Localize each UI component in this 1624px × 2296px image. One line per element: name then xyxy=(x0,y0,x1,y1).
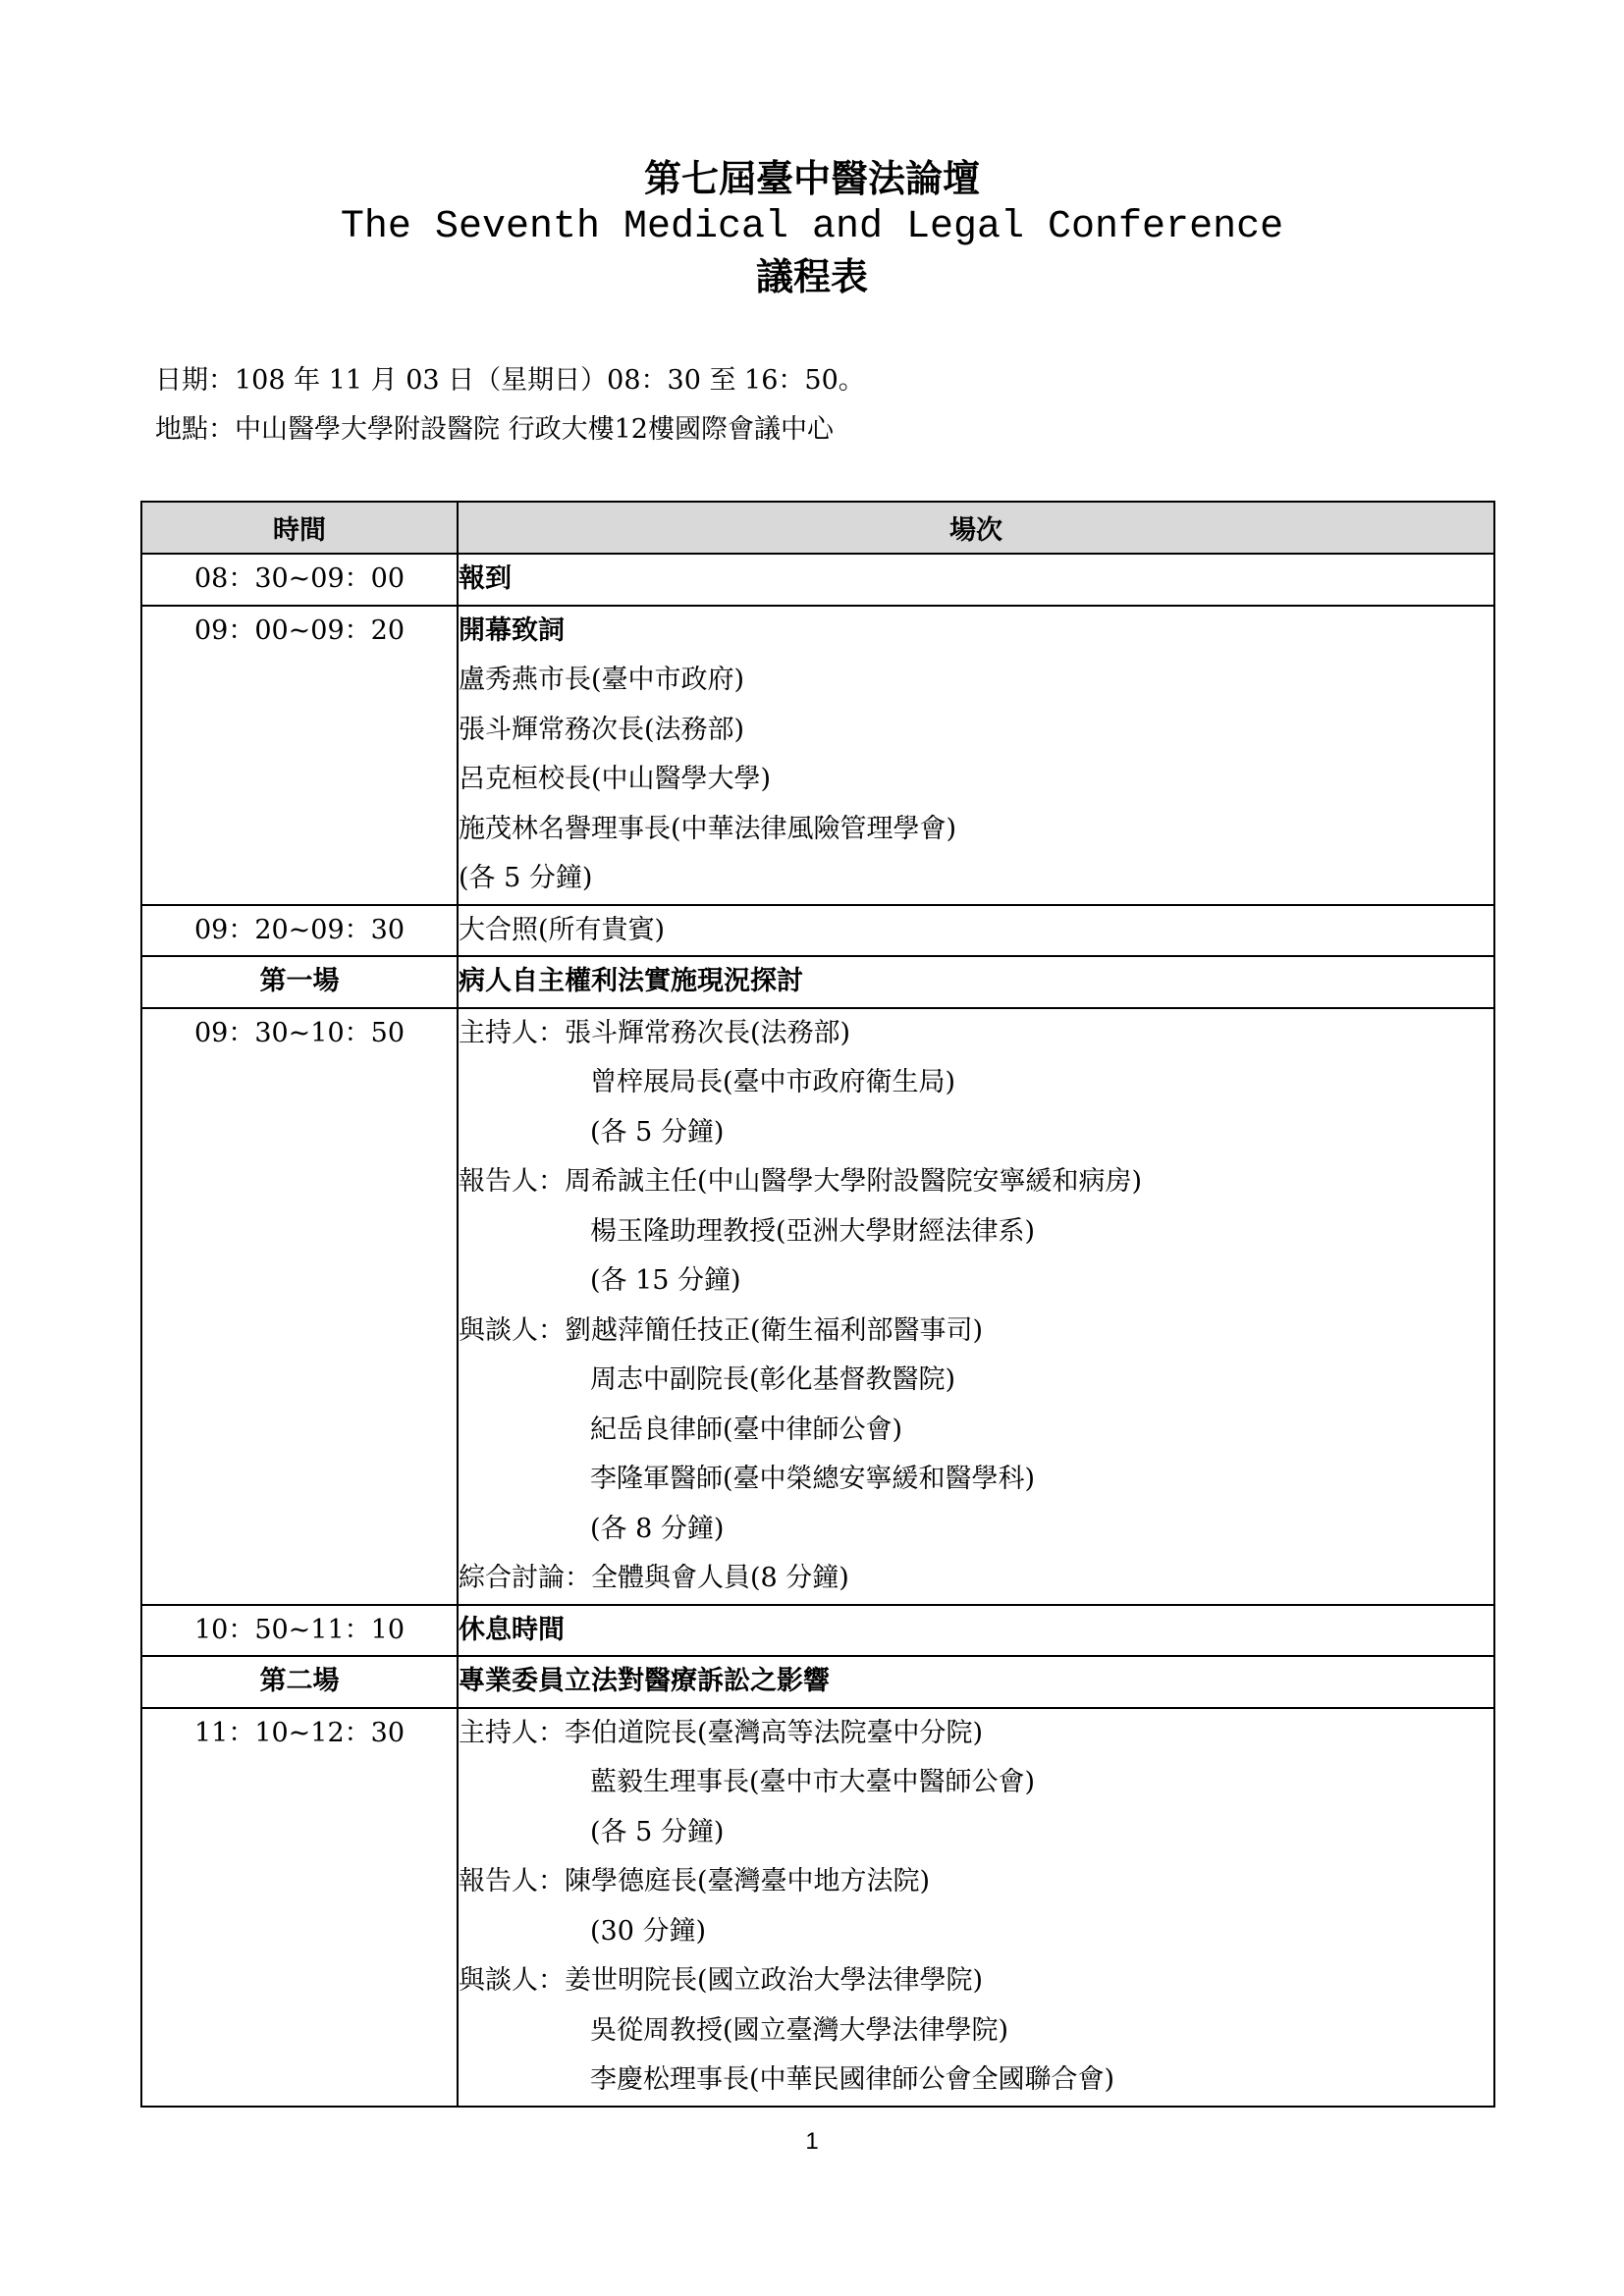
page-number: 1 xyxy=(805,2128,819,2155)
duration-note: (30 分鐘) xyxy=(590,1915,707,1947)
row-time: 09：00~09：20 xyxy=(141,606,458,905)
document-header xyxy=(0,155,1624,300)
row-title: 大合照(所有貴賓) xyxy=(459,914,666,945)
panel-label: 與談人： xyxy=(459,1965,565,1996)
speaker-line: 施茂林名譽理事長(中華法律風險管理學會) xyxy=(459,813,957,844)
speaker-line: 呂克桓校長(中山醫學大學) xyxy=(459,764,772,794)
row-title: 報到 xyxy=(459,563,512,594)
agenda-table xyxy=(140,501,1495,2108)
row-title: 開幕致詞 xyxy=(459,614,565,646)
discussion-note: 綜合討論：全體與會人員(8 分鐘) xyxy=(459,1563,849,1593)
moderators-label: 主持人： xyxy=(459,1017,565,1048)
duration-note: (各 5 分鐘) xyxy=(590,1816,725,1847)
panelist-name: 劉越萍簡任技正(衛生福利部醫事司) xyxy=(565,1314,984,1346)
reporter-name: 楊玉隆助理教授(亞洲大學財經法律系) xyxy=(590,1215,1036,1247)
panel-label: 與談人： xyxy=(459,1314,565,1346)
duration-note: (各 15 分鐘) xyxy=(590,1265,741,1296)
moderators-label: 主持人： xyxy=(459,1717,565,1748)
session-label: 第一場 xyxy=(141,956,458,1008)
table-row xyxy=(141,1008,1494,1605)
duration-note: (各 5 分鐘) xyxy=(590,1116,725,1148)
session-header-row xyxy=(141,956,1494,1008)
table-header-row xyxy=(141,502,1494,554)
session-title: 專業委員立法對醫療訴訟之影響 xyxy=(459,1666,830,1696)
header-time: 時間 xyxy=(141,502,458,554)
panelist-name: 周志中副院長(彰化基督教醫院) xyxy=(590,1364,956,1395)
table-row xyxy=(141,1605,1494,1657)
row-time: 11：10~12：30 xyxy=(141,1708,458,2107)
duration-note: (各 5 分鐘) xyxy=(459,863,593,893)
row-title: 休息時間 xyxy=(459,1614,565,1645)
row-time: 10：50~11：10 xyxy=(141,1605,458,1657)
reporters-label: 報告人： xyxy=(459,1866,565,1896)
panelist-name: 吳從周教授(國立臺灣大學法律學院) xyxy=(590,2014,1009,2046)
session-label: 第二場 xyxy=(141,1656,458,1708)
moderator-name: 曾梓展局長(臺中市政府衛生局) xyxy=(590,1067,956,1097)
moderator-name: 李伯道院長(臺灣高等法院臺中分院) xyxy=(565,1717,984,1748)
panelist-name: 李慶松理事長(中華民國律師公會全國聯合會) xyxy=(590,2064,1115,2095)
row-time: 09：20~09：30 xyxy=(141,905,458,957)
session-header-row xyxy=(141,1656,1494,1708)
event-date: 日期：108 年 11 月 03 日（星期日）08：30 至 16：50。 xyxy=(155,365,865,396)
header-session: 場次 xyxy=(458,502,1494,554)
title-en: The Seventh Medical and Legal Conference xyxy=(340,205,1284,249)
speaker-line: 盧秀燕市長(臺中市政府) xyxy=(459,665,745,695)
row-time: 09：30~10：50 xyxy=(141,1008,458,1605)
reporter-name: 陳學德庭長(臺灣臺中地方法院) xyxy=(565,1866,931,1896)
panelist-name: 姜世明院長(國立政治大學法律學院) xyxy=(565,1965,984,1996)
event-venue: 地點：中山醫學大學附設醫院 行政大樓12樓國際會議中心 xyxy=(155,414,834,445)
session-title: 病人自主權利法實施現況探討 xyxy=(459,966,803,996)
table-row xyxy=(141,606,1494,905)
table-row xyxy=(141,554,1494,606)
agenda-subtitle: 議程表 xyxy=(755,254,868,298)
moderator-name: 藍毅生理事長(臺中市大臺中醫師公會) xyxy=(590,1767,1036,1797)
reporter-name: 周希誠主任(中山醫學大學附設醫院安寧緩和病房) xyxy=(565,1166,1143,1197)
panelist-name: 李隆軍醫師(臺中榮總安寧緩和醫學科) xyxy=(590,1464,1036,1494)
table-row xyxy=(141,905,1494,957)
table-row xyxy=(141,1708,1494,2107)
speaker-line: 張斗輝常務次長(法務部) xyxy=(459,714,745,745)
moderator-name: 張斗輝常務次長(法務部) xyxy=(565,1017,851,1048)
title-zh: 第七屆臺中醫法論壇 xyxy=(643,156,980,200)
duration-note: (各 8 分鐘) xyxy=(590,1513,725,1544)
row-time: 08：30~09：00 xyxy=(141,554,458,606)
reporters-label: 報告人： xyxy=(459,1166,565,1197)
panelist-name: 紀岳良律師(臺中律師公會) xyxy=(590,1414,903,1445)
